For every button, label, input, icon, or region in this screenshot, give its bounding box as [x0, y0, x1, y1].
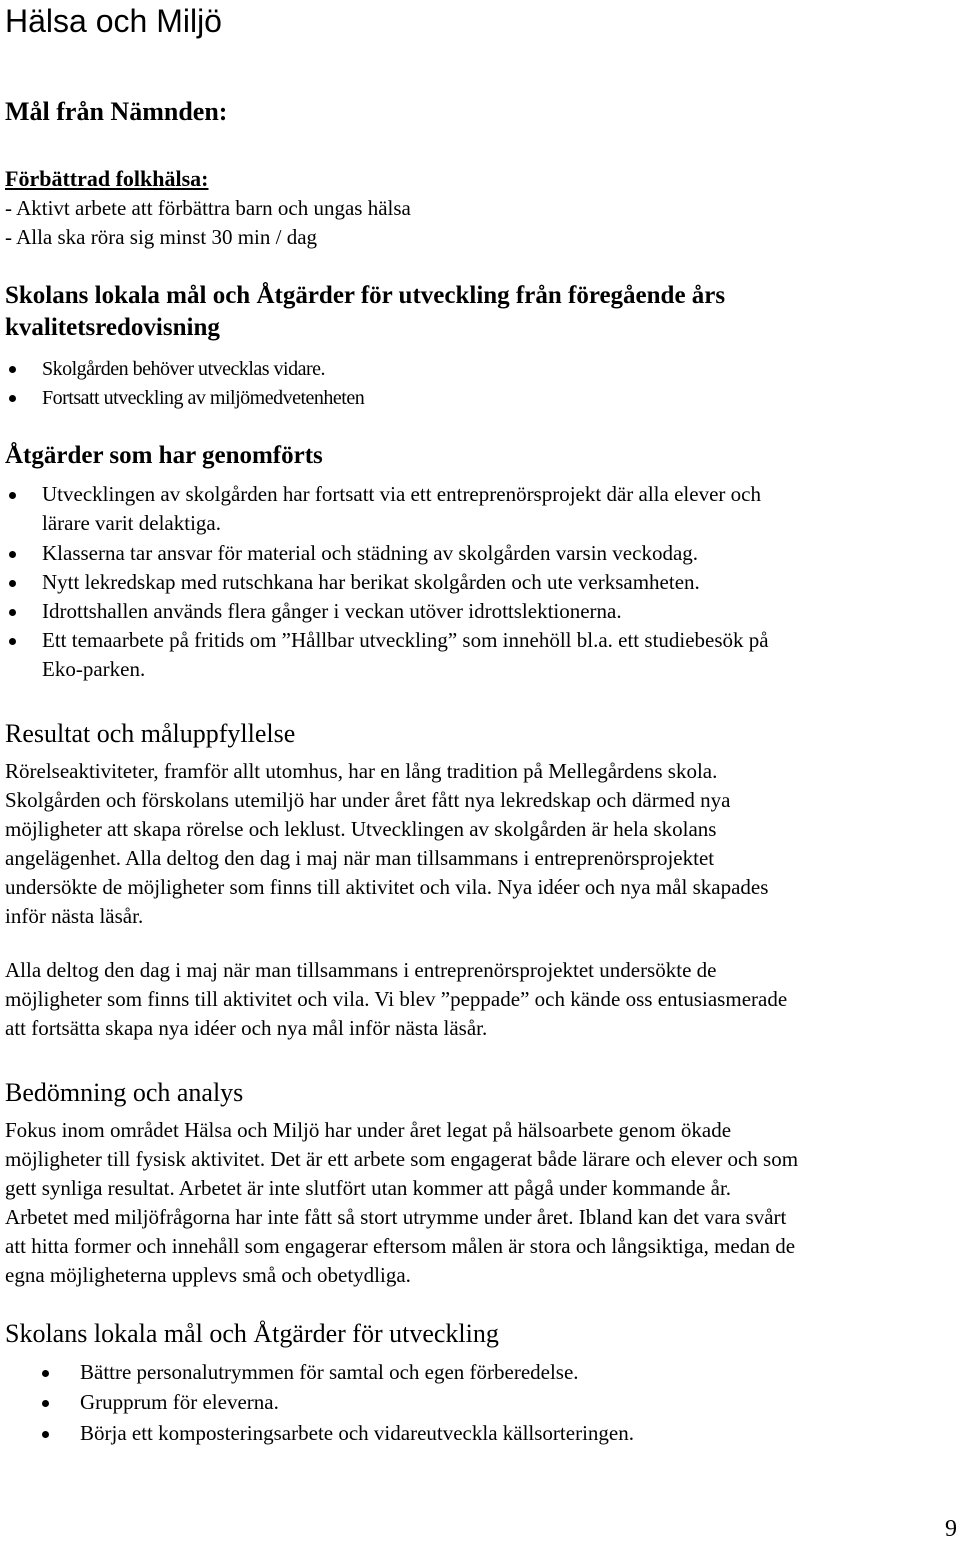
- goal-item: - Alla ska röra sig minst 30 min / dag: [5, 225, 318, 249]
- list-item: Bättre personalutrymmen för samtal och egen förberedelse.: [80, 1360, 579, 1384]
- goals-subheading: Förbättrad folkhälsa:: [5, 166, 209, 191]
- assessment-heading: Bedömning och analys: [5, 1078, 244, 1107]
- results-paragraph-2: [5, 956, 960, 1043]
- assessment-paragraph: [5, 1116, 960, 1290]
- bullet-icon: [42, 1370, 49, 1377]
- results-paragraph-1: [5, 757, 960, 931]
- paragraph-line: Fokus inom området Hälsa och Miljö har under året legat på hälsoarbete genom ökade: [5, 1118, 732, 1142]
- paragraph-line: Skolgården och förskolans utemiljö har under året fått nya lekredskap och därmed nya: [5, 788, 731, 812]
- paragraph-line: angelägenhet. Alla deltog den dag i maj när man tillsammans i entreprenörsprojektet: [5, 846, 715, 870]
- list-item: Fortsatt utveckling av miljömedvetenheten: [42, 387, 365, 409]
- local-goals-prev-heading-line: kvalitetsredovisning: [5, 314, 220, 341]
- paragraph-line: möjligheter som finns till aktivitet och vila. Vi blev ”peppade” och kände oss entusiasmerade: [5, 987, 788, 1011]
- bullet-icon: [9, 492, 16, 499]
- bullet-icon: [9, 551, 16, 558]
- paragraph-line: Arbetet med miljöfrågorna har inte fått så stort utrymme under året. Ibland kan det vara svårt: [5, 1205, 787, 1229]
- bullet-icon: [9, 395, 16, 402]
- paragraph-line: gett synliga resultat. Arbetet är inte slutfört utan kommer att pågå under kommande år.: [5, 1176, 732, 1200]
- paragraph-line: inför nästa läsår.: [5, 904, 144, 928]
- bullet-icon: [9, 366, 16, 373]
- paragraph-line: möjligheter att skapa rörelse och leklust. Utvecklingen av skolgården är hela skolans: [5, 817, 717, 841]
- bullet-icon: [42, 1400, 49, 1407]
- bullet-icon: [9, 638, 16, 645]
- paragraph-line: möjligheter till fysisk aktivitet. Det är ett arbete som engagerat både lärare och elever och som: [5, 1147, 799, 1171]
- bullet-icon: [9, 580, 16, 587]
- paragraph-line: Rörelseaktiviteter, framför allt utomhus, har en lång tradition på Mellegårdens skola.: [5, 759, 718, 783]
- list-item-continuation: Eko-parken.: [42, 657, 146, 681]
- local-goals-prev-heading-line: Skolans lokala mål och Åtgärder för utveckling från föregående års: [5, 282, 726, 309]
- actions-heading: Åtgärder som har genomförts: [5, 442, 323, 469]
- goals-heading: Mål från Nämnden:: [5, 97, 228, 126]
- bullet-icon: [42, 1431, 49, 1438]
- page-number: 9: [945, 1516, 957, 1542]
- bullet-icon: [9, 609, 16, 616]
- list-item: Skolgården behöver utvecklas vidare.: [42, 358, 326, 380]
- results-heading: Resultat och måluppfyllelse: [5, 719, 296, 748]
- list-item: Utvecklingen av skolgården har fortsatt via ett entreprenörsprojekt där alla elever och: [42, 482, 761, 506]
- list-item: Grupprum för eleverna.: [80, 1390, 279, 1414]
- list-item: Ett temaarbete på fritids om ”Hållbar utveckling” som innehöll bl.a. ett studiebesök på: [42, 628, 769, 652]
- local-goals-heading: Skolans lokala mål och Åtgärder för utveckling: [5, 1319, 499, 1348]
- paragraph-line: egna möjligheterna upplevs små och obetydliga.: [5, 1263, 411, 1287]
- page-title: Hälsa och Miljö: [5, 3, 222, 39]
- goal-item: - Aktivt arbete att förbättra barn och ungas hälsa: [5, 196, 411, 220]
- list-item: Klasserna tar ansvar för material och städning av skolgården varsin veckodag.: [42, 541, 699, 565]
- paragraph-line: att fortsätta skapa nya idéer och nya mål inför nästa läsår.: [5, 1016, 488, 1040]
- list-item: Börja ett komposteringsarbete och vidareutveckla källsorteringen.: [80, 1421, 634, 1445]
- list-item-continuation: lärare varit delaktiga.: [42, 511, 221, 535]
- paragraph-line: Alla deltog den dag i maj när man tillsammans i entreprenörsprojektet undersökte de: [5, 958, 717, 982]
- paragraph-line: att hitta former och innehåll som engagerar eftersom målen är stora och långsiktiga, medan de: [5, 1234, 796, 1258]
- list-item: Idrottshallen används flera gånger i veckan utöver idrottslektionerna.: [42, 599, 622, 623]
- list-item: Nytt lekredskap med rutschkana har berikat skolgården och ute verksamheten.: [42, 570, 700, 594]
- paragraph-line: undersökte de möjligheter som finns till aktivitet och vila. Nya idéer och nya mål skapades: [5, 875, 769, 899]
